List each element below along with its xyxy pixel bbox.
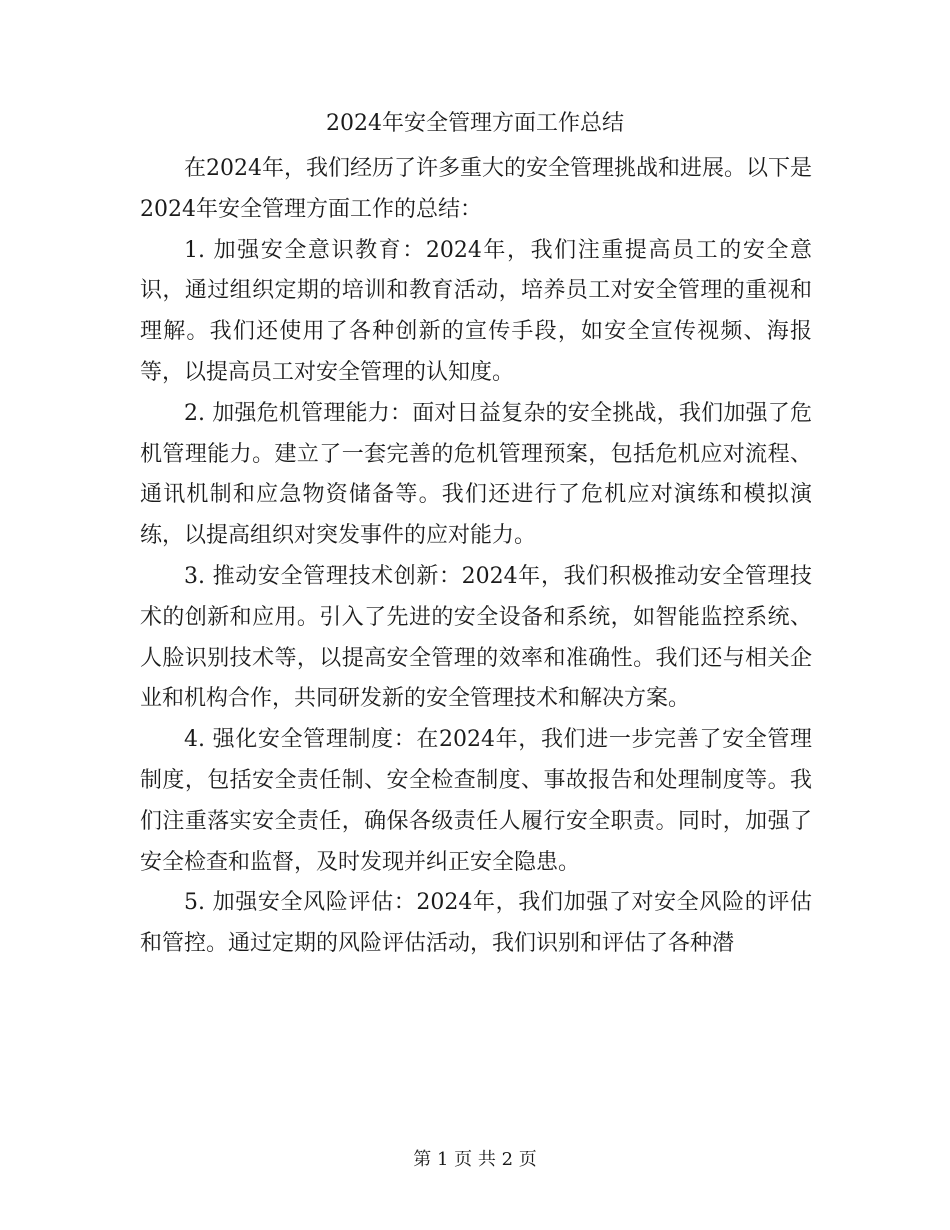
paragraph-2: 2. 加强危机管理能力：面对日益复杂的安全挑战，我们加强了危机管理能力。建立了一套完善的危机管理预案，包括危机应对流程、通讯机制和应急物资储备等。我们还进行了危机应对演练和模拟演练，以提高组织对突发事件的应对能力。 — [140, 400, 812, 549]
document-body — [140, 149, 812, 965]
paragraph-1: 1. 加强安全意识教育：2024年，我们注重提高员工的安全意识，通过组织定期的培训和教育活动，培养员工对安全管理的重视和理解。我们还使用了各种创新的宣传手段，如安全宣传视频、海报等，以提高员工对安全管理的认知度。 — [140, 237, 812, 385]
intro-paragraph: 在2024年，我们经历了许多重大的安全管理挑战和进展。以下是2024年安全管理方面工作的总结： — [140, 156, 812, 222]
paragraph-4: 4. 强化安全管理制度：在2024年，我们进一步完善了安全管理制度，包括安全责任制、安全检查制度、事故报告和处理制度等。我们注重落实安全责任，确保各级责任人履行安全职责。同时，加强了安全检查和监督，及时发现并纠正安全隐患。 — [140, 727, 812, 875]
page-number-footer: 第 1 页 共 2 页 — [413, 1149, 537, 1170]
paragraph-5: 5. 加强安全风险评估：2024年，我们加强了对安全风险的评估和管控。通过定期的风险评估活动，我们识别和评估了各种潜 — [140, 890, 812, 957]
document-title: 2024年安全管理方面工作总结 — [326, 111, 624, 136]
paragraph-3: 3. 推动安全管理技术创新：2024年，我们积极推动安全管理技术的创新和应用。引入了先进的安全设备和系统，如智能监控系统、人脸识别技术等，以提高安全管理的效率和准确性。我们还与相关企业和机构合作，共同研发新的安全管理技术和解决方案。 — [140, 563, 812, 712]
